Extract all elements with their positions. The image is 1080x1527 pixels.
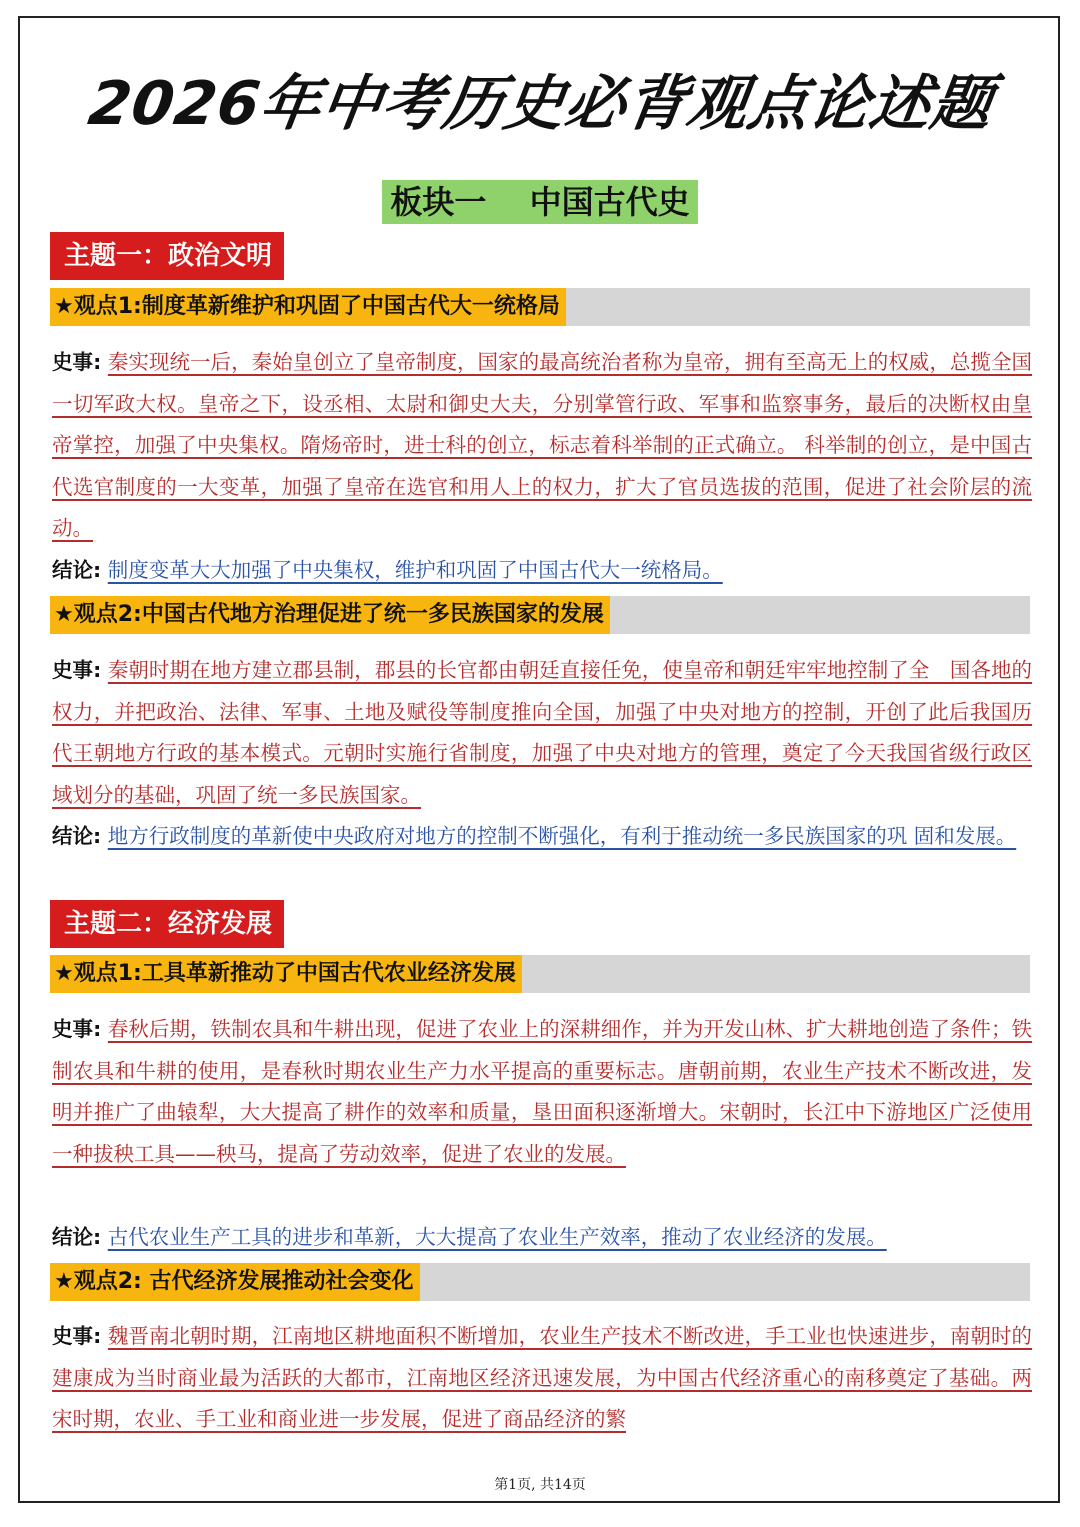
view-bar-2-2 (50, 1263, 1030, 1301)
fact-label: 史事: (52, 658, 102, 682)
fact-label: 史事: (52, 1017, 102, 1041)
conclusion-text: 地方行政制度的革新使中央政府对地方的控制不断强化，有利于推动统一多民族国家的巩 固和发展。 (107, 824, 1017, 848)
fact-paragraph-2-2 (52, 1316, 1032, 1441)
fact-paragraph-2-1 (52, 1009, 1032, 1175)
conclusion-paragraph-1-1 (52, 550, 1032, 592)
section-title: 板块一 中国古代史 (382, 180, 697, 224)
fact-label: 史事: (52, 350, 102, 374)
conclusion-paragraph-1-2 (52, 816, 1032, 858)
fact-text: 魏晋南北朝时期，江南地区耕地面积不断增加，农业生产技术不断改进，手工业也快速进步，南朝时的建康成为当时商业最为活跃的大都市，江南地区经济迅速发展，为中国古代经济重心的南移奠定了基础。两宋时期，农业、手工业和商业进一步发展，促进了商品经济的繁 (52, 1324, 1032, 1431)
theme-title-politics: 主题一：政治文明 (50, 232, 284, 280)
view-bar-2-1 (50, 955, 1030, 993)
fact-paragraph-1-1 (52, 342, 1032, 550)
conclusion-text: 制度变革大大加强了中央集权，维护和巩固了中国古代大一统格局。 (107, 558, 723, 582)
conclusion-paragraph-2-1 (52, 1217, 1032, 1259)
conclusion-label: 结论: (52, 558, 102, 582)
view-title: ★观点2: 古代经济发展推动社会变化 (50, 1263, 420, 1301)
view-title: ★观点1:工具革新推动了中国古代农业经济发展 (50, 955, 522, 993)
conclusion-label: 结论: (52, 824, 102, 848)
theme-title-economy: 主题二：经济发展 (50, 900, 284, 948)
view-bar-1-2 (50, 596, 1030, 634)
view-title: ★观点2:中国古代地方治理促进了统一多民族国家的发展 (50, 596, 610, 634)
fact-text: 秦朝时期在地方建立郡县制，郡县的长官都由朝廷直接任免，使皇帝和朝廷牢牢地控制了全 国各地的权力，并把政治、法律、军事、土地及赋役等制度推向全国，加强了中央对地方的控制，开创了此后我国历代王朝地方行政的基本模式。元朝时实施行省制度，加强了中央对地方的管理，奠定了今天我国省级行政区域划分的基础，巩固了统一多民族国家。 (52, 658, 1032, 807)
fact-paragraph-1-2 (52, 650, 1032, 816)
fact-label: 史事: (52, 1324, 102, 1348)
view-title: ★观点1:制度革新维护和巩固了中国古代大一统格局 (50, 288, 566, 326)
page-title: 2026年中考历史必背观点论述题 (84, 69, 998, 139)
fact-text: 秦实现统一后，秦始皇创立了皇帝制度，国家的最高统治者称为皇帝，拥有至高无上的权威，总揽全国一切军政大权。皇帝之下，设丞相、太尉和御史大夫，分别掌管行政、军事和监察事务，最后的决断权由皇帝掌控，加强了中央集权。隋炀帝时，进士科的创立，标志着科举制的正式确立。 科举制的创立，是中国古代选官制度的一大变革，加强了皇帝在选官和用人上的权力，扩大了官员选拔的范围，促进了社会阶层的流动。 (52, 350, 1032, 540)
page-footer: 第1页, 共14页 (494, 1477, 586, 1493)
conclusion-label: 结论: (52, 1225, 102, 1249)
conclusion-text: 古代农业生产工具的进步和革新，大大提高了农业生产效率，推动了农业经济的发展。 (107, 1225, 887, 1249)
section-heading-wrap (0, 180, 1080, 224)
view-bar-1-1 (50, 288, 1030, 326)
fact-text: 春秋后期，铁制农具和牛耕出现，促进了农业上的深耕细作，并为开发山林、扩大耕地创造了条件；铁制农具和牛耕的使用，是春秋时期农业生产力水平提高的重要标志。唐朝前期，农业生产技术不断改进，发明并推广了曲辕犁，大大提高了耕作的效率和质量，垦田面积逐渐增大。宋朝时，长江中下游地区广泛使用一种拔秧工具——秧马，提高了劳动效率，促进了农业的发展。 (52, 1017, 1032, 1166)
